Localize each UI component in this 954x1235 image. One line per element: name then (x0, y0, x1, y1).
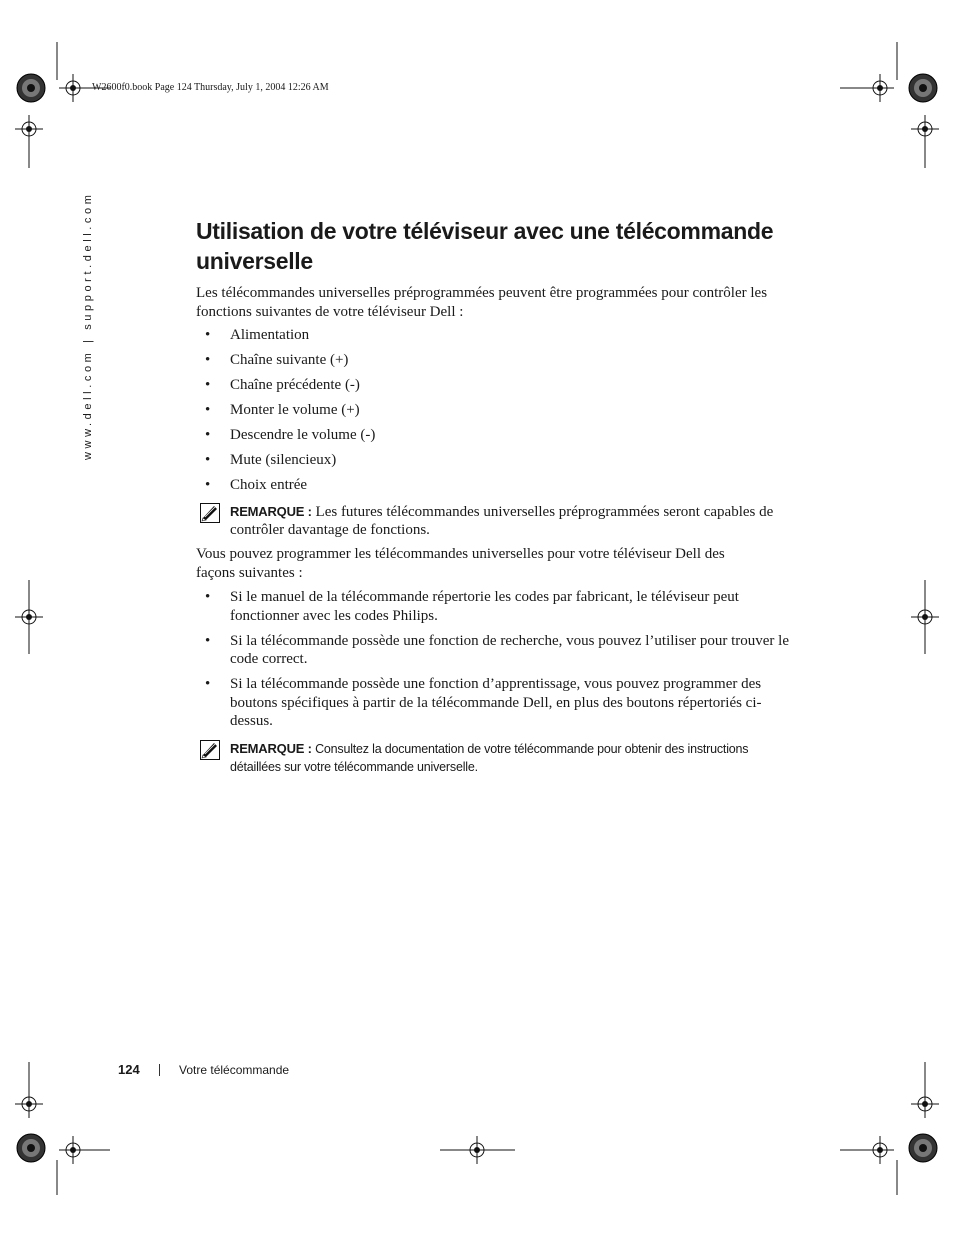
list-item: • Si le manuel de la télécommande répertorie les codes par fabricant, le téléviseur peut fonctionner avec les codes Philips. (205, 589, 739, 624)
methods-intro-paragraph: Vous pouvez programmer les télécommandes universelles pour votre téléviseur Dell des façons suivantes : (196, 546, 725, 581)
note-future-remotes (196, 503, 796, 539)
note-text: Les futures télécommandes universelles préprogrammées seront capables de contrôler davantage de fonctions. (230, 504, 774, 538)
print-header-file-info: W2600f0.book Page 124 Thursday, July 1, 2004 12:26 AM (92, 82, 329, 93)
list-item: • Chaîne suivante (+) (205, 352, 349, 368)
footer-section-name: Votre télécommande (179, 1063, 290, 1077)
footer-divider (159, 1064, 160, 1076)
note-label: REMARQUE : (230, 504, 312, 519)
list-item: • Si la télécommande possède une fonction d’apprentissage, vous pouvez programmer des boutons spécifiques à partir de la télécommande Dell, en plus des boutons répertoriés ci-dessus. (205, 676, 762, 729)
list-item: • Descendre le volume (-) (205, 427, 376, 443)
page-title: Utilisation de votre téléviseur avec une télécommande universelle (196, 218, 774, 274)
note-text: Consultez la documentation de votre télécommande pour obtenir des instructions détaillées sur votre télécommande universelle. (230, 742, 749, 774)
list-item: • Alimentation (205, 327, 310, 343)
note-documentation (196, 740, 796, 776)
list-item: • Monter le volume (+) (205, 402, 360, 418)
note-label: REMARQUE : (230, 741, 312, 756)
intro-paragraph: Les télécommandes universelles préprogrammées peuvent être programmées pour contrôler les fonctions suivantes de votre téléviseur Dell : (196, 285, 768, 320)
pencil-note-icon (200, 740, 220, 760)
list-item: • Mute (silencieux) (205, 452, 337, 468)
pencil-note-icon (200, 503, 220, 523)
sidebar-url: www.dell.com | support.dell.com (82, 191, 94, 460)
list-item: • Chaîne précédente (-) (205, 377, 360, 393)
list-item: • Choix entrée (205, 477, 308, 493)
methods-list (205, 588, 800, 737)
list-item: • Si la télécommande possède une fonction de recherche, vous pouvez l’utiliser pour trouver le code correct. (205, 632, 789, 667)
function-list (205, 326, 375, 501)
page-number: 124 (118, 1062, 140, 1077)
